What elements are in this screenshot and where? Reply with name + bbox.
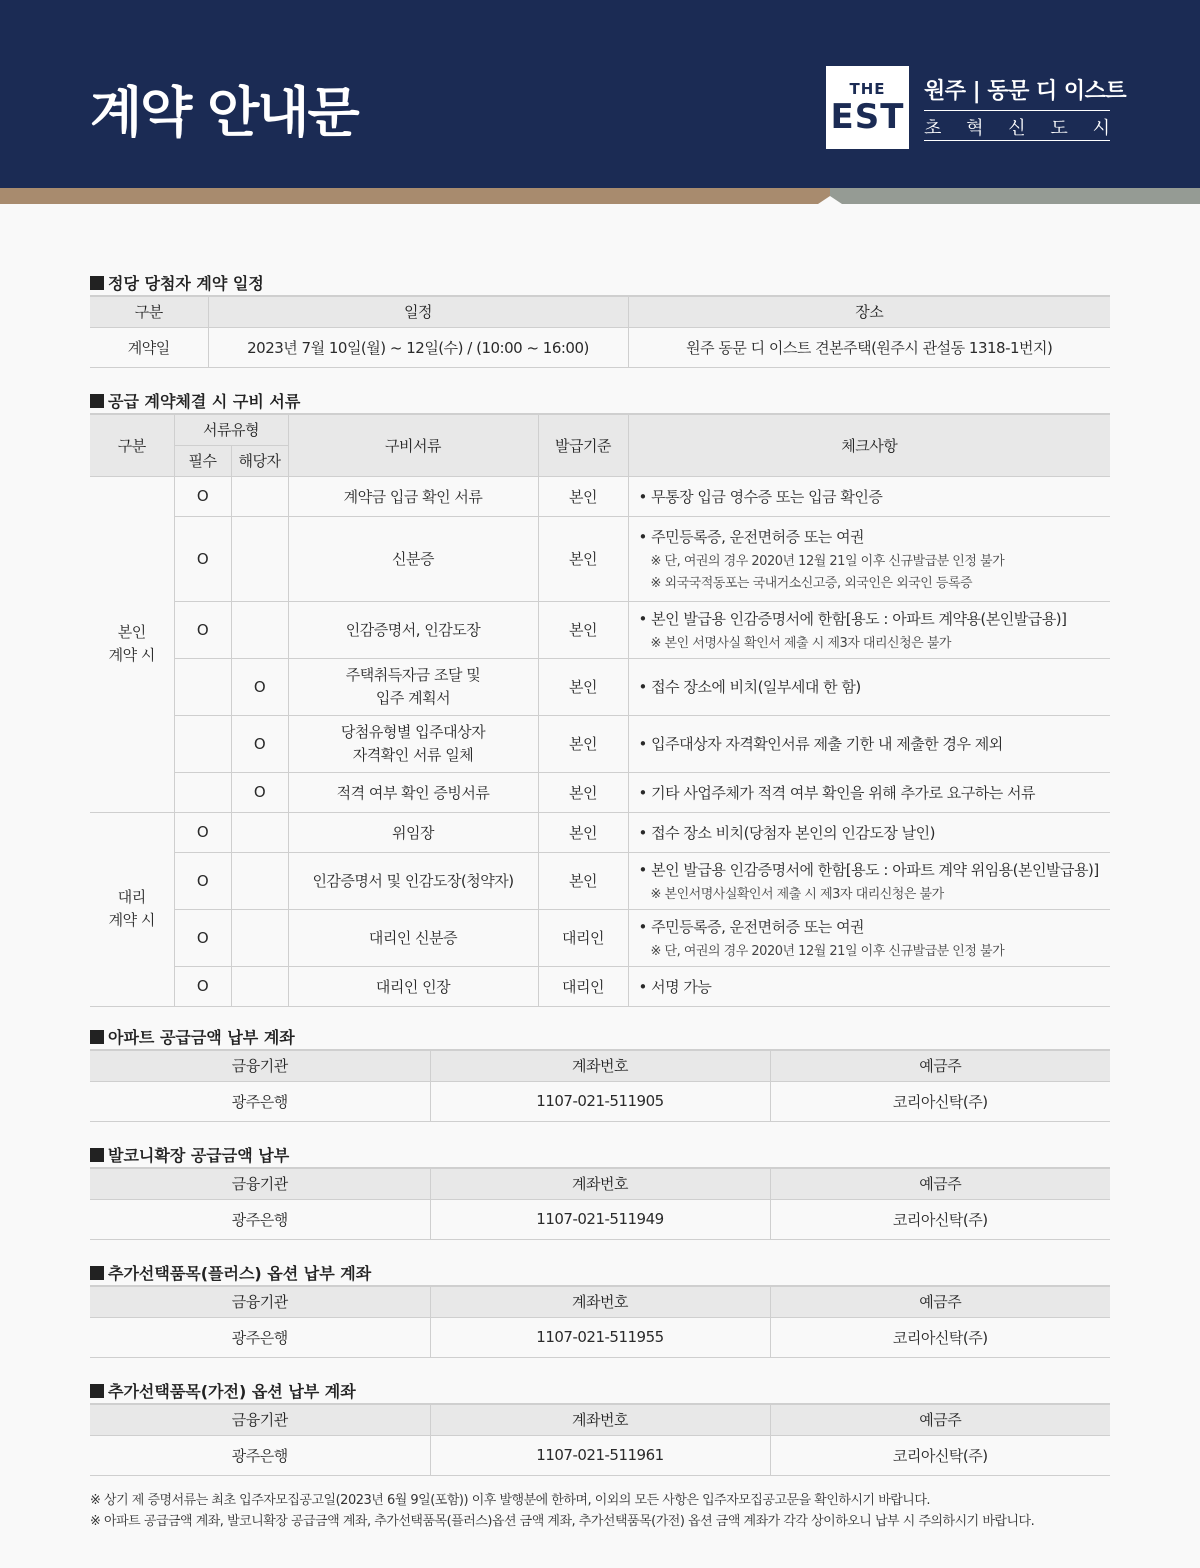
document-line: 주택취득자금 조달 및 xyxy=(345,665,481,684)
account-table xyxy=(90,1285,1110,1358)
table-row xyxy=(90,1317,1110,1357)
applicable-cell: O xyxy=(231,658,288,715)
check-cell xyxy=(628,909,1110,966)
table-row xyxy=(90,658,1110,715)
required-cell xyxy=(174,715,231,772)
account-section-title xyxy=(90,1261,371,1284)
applicable-cell: O xyxy=(231,772,288,812)
brand-subtitle xyxy=(924,114,1110,140)
schedule-section-title xyxy=(90,271,264,294)
check-text: • 주민등록증, 운전면허증 또는 여권 xyxy=(638,918,865,936)
document-cell: 계약금 입금 확인 서류 xyxy=(288,476,538,516)
footer-note: ※ 상기 제 증명서류는 최초 입주자모집공고일(2023년 6월 9일(포함)) 이후 발행분에 한하며, 이외의 모든 사항은 입주자모집공고문을 확인하시기 바랍니다. xyxy=(90,1493,931,1508)
header-cell-category: 구분 xyxy=(90,414,174,476)
header-cell: 금융기관 xyxy=(90,1404,430,1435)
required-cell: O xyxy=(174,812,231,852)
account-section-title xyxy=(90,1025,295,1048)
check-note: ※ 본인서명사실확인서 제출 시 제3자 대리신청은 불가 xyxy=(650,887,944,902)
header-cell-documents: 구비서류 xyxy=(288,414,538,476)
header-stripe-grey xyxy=(830,188,1200,204)
issuer-cell: 본인 xyxy=(538,852,628,909)
section-title-text: 아파트 공급금액 납부 계좌 xyxy=(108,1028,295,1047)
group-label-line: 대리 xyxy=(117,888,146,906)
logo-est-text: EST xyxy=(830,97,905,137)
table-row xyxy=(90,1435,1110,1475)
group-cell-agent xyxy=(90,812,174,1006)
table-cell: 계약일 xyxy=(90,327,208,367)
document-line: 당첨유형별 입주대상자 xyxy=(340,722,486,741)
table-header-row xyxy=(90,1168,1110,1199)
required-cell xyxy=(174,658,231,715)
header-stripe-notch xyxy=(818,196,842,204)
table-row xyxy=(90,327,1110,367)
check-text: • 기타 사업주체가 적격 여부 확인을 위해 추가로 요구하는 서류 xyxy=(638,783,1036,802)
table-row xyxy=(90,516,1110,601)
required-cell: O xyxy=(174,476,231,516)
group-cell-self xyxy=(90,476,174,812)
table-row xyxy=(90,476,1110,516)
document-cell: 신분증 xyxy=(288,516,538,601)
account-number-cell: 1107-021-511955 xyxy=(430,1317,770,1357)
header-cell: 예금주 xyxy=(770,1050,1110,1081)
document-line: 입주 계획서 xyxy=(375,688,451,707)
bank-cell: 광주은행 xyxy=(90,1199,430,1239)
header-cell-checklist: 체크사항 xyxy=(628,414,1110,476)
section-title-text: 발코니확장 공급금액 납부 xyxy=(108,1146,290,1165)
account-number-cell: 1107-021-511905 xyxy=(430,1081,770,1121)
table-row xyxy=(90,772,1110,812)
header-cell-issuer: 발급기준 xyxy=(538,414,628,476)
header-cell: 계좌번호 xyxy=(430,1168,770,1199)
table-row xyxy=(90,1081,1110,1121)
header-cell: 장소 xyxy=(628,296,1110,327)
header-cell: 금융기관 xyxy=(90,1168,430,1199)
header-cell-doc-type: 서류유형 xyxy=(174,414,288,445)
required-cell: O xyxy=(174,601,231,658)
account-holder-cell: 코리아신탁(주) xyxy=(770,1199,1110,1239)
square-bullet-icon xyxy=(90,1384,104,1398)
required-cell: O xyxy=(174,516,231,601)
page-title: 계약 안내문 xyxy=(90,81,358,144)
section-title-text: 추가선택품목(가전) 옵션 납부 계좌 xyxy=(108,1382,356,1401)
check-text: • 입주대상자 자격확인서류 제출 기한 내 제출한 경우 제외 xyxy=(638,735,1003,753)
brand-sub-char: 혁 xyxy=(966,118,984,139)
square-bullet-icon xyxy=(90,1030,104,1044)
document-cell xyxy=(288,715,538,772)
header-cell-applicable: 해당자 xyxy=(231,445,288,476)
table-header-row xyxy=(90,1286,1110,1317)
table-row xyxy=(90,715,1110,772)
document-cell: 위임장 xyxy=(288,812,538,852)
header-cell: 일정 xyxy=(208,296,628,327)
footer-notes xyxy=(90,1490,1130,1532)
account-holder-cell: 코리아신탁(주) xyxy=(770,1317,1110,1357)
table-row xyxy=(90,909,1110,966)
required-cell: O xyxy=(174,852,231,909)
table-header-row xyxy=(90,1404,1110,1435)
check-cell xyxy=(628,601,1110,658)
table-row xyxy=(90,601,1110,658)
brand-divider-bottom xyxy=(924,140,1110,141)
header-cell: 금융기관 xyxy=(90,1050,430,1081)
check-text: • 접수 장소 비치(당첨자 본인의 인감도장 날인) xyxy=(638,823,935,842)
documents-section-title xyxy=(90,389,300,412)
group-label-line: 본인 xyxy=(117,623,146,641)
applicable-cell xyxy=(231,516,288,601)
header-cell: 예금주 xyxy=(770,1286,1110,1317)
check-text: • 접수 장소에 비치(일부세대 한 함) xyxy=(638,678,861,696)
check-cell xyxy=(628,812,1110,852)
header-cell: 예금주 xyxy=(770,1168,1110,1199)
brand-sub-char: 신 xyxy=(1008,118,1026,139)
applicable-cell xyxy=(231,966,288,1006)
check-text: • 본인 발급용 인감증명서에 한함[용도 : 아파트 계약 위임용(본인발급용)] xyxy=(638,861,1099,879)
document-cell xyxy=(288,658,538,715)
applicable-cell xyxy=(231,909,288,966)
brand-divider xyxy=(924,110,1110,111)
issuer-cell: 본인 xyxy=(538,601,628,658)
section-title-text: 공급 계약체결 시 구비 서류 xyxy=(108,392,301,411)
brand-sub-char: 도 xyxy=(1050,118,1068,139)
section-title-text: 추가선택품목(플러스) 옵션 납부 계좌 xyxy=(108,1264,372,1283)
documents-table xyxy=(90,413,1110,1007)
table-header-row xyxy=(90,296,1110,327)
account-section-title xyxy=(90,1379,356,1402)
check-note: ※ 단, 여권의 경우 2020년 12월 21일 이후 신규발급분 인정 불가 xyxy=(650,554,1005,569)
bank-cell: 광주은행 xyxy=(90,1317,430,1357)
logo-the-text: THE xyxy=(849,80,886,98)
header-cell-required: 필수 xyxy=(174,445,231,476)
table-cell: 2023년 7월 10일(월) ~ 12일(수) / (10:00 ~ 16:00) xyxy=(208,327,628,367)
issuer-cell: 대리인 xyxy=(538,909,628,966)
check-cell xyxy=(628,715,1110,772)
account-holder-cell: 코리아신탁(주) xyxy=(770,1435,1110,1475)
table-row xyxy=(90,1199,1110,1239)
account-table xyxy=(90,1403,1110,1476)
check-note: ※ 외국국적동포는 국내거소신고증, 외국인은 외국인 등록증 xyxy=(650,576,973,591)
square-bullet-icon xyxy=(90,1148,104,1162)
footer-note: ※ 아파트 공급금액 계좌, 발코니확장 공급금액 계좌, 추가선택품목(플러스)옵션 금액 계좌, 추가선택품목(가전) 옵션 금액 계좌가 각각 상이하오니 납부 시 주의하시기 바랍니다. xyxy=(90,1514,1035,1529)
header-cell: 금융기관 xyxy=(90,1286,430,1317)
account-table xyxy=(90,1167,1110,1240)
account-section-title xyxy=(90,1143,289,1166)
table-row xyxy=(90,966,1110,1006)
header-stripe-gold xyxy=(0,188,830,204)
section-title-text: 정당 당첨자 계약 일정 xyxy=(108,274,264,293)
group-label-line: 계약 시 xyxy=(108,911,155,929)
the-est-logo xyxy=(826,66,909,149)
page-header xyxy=(0,0,1200,188)
check-cell xyxy=(628,658,1110,715)
document-cell: 적격 여부 확인 증빙서류 xyxy=(288,772,538,812)
square-bullet-icon xyxy=(90,394,104,408)
issuer-cell: 본인 xyxy=(538,476,628,516)
check-text: • 무통장 입금 영수증 또는 입금 확인증 xyxy=(638,487,883,506)
required-cell: O xyxy=(174,966,231,1006)
table-header-row xyxy=(90,414,1110,445)
required-cell: O xyxy=(174,909,231,966)
issuer-cell: 본인 xyxy=(538,772,628,812)
check-cell xyxy=(628,516,1110,601)
header-cell: 예금주 xyxy=(770,1404,1110,1435)
applicable-cell xyxy=(231,601,288,658)
table-cell: 원주 동문 디 이스트 견본주택(원주시 관설동 1318-1번지) xyxy=(628,327,1110,367)
bank-cell: 광주은행 xyxy=(90,1081,430,1121)
issuer-cell: 본인 xyxy=(538,658,628,715)
header-cell: 계좌번호 xyxy=(430,1286,770,1317)
check-note: ※ 단, 여권의 경우 2020년 12월 21일 이후 신규발급분 인정 불가 xyxy=(650,944,1005,959)
header-cell: 계좌번호 xyxy=(430,1050,770,1081)
account-number-cell: 1107-021-511961 xyxy=(430,1435,770,1475)
table-row xyxy=(90,852,1110,909)
group-label-line: 계약 시 xyxy=(108,646,155,664)
issuer-cell: 본인 xyxy=(538,516,628,601)
brand-name: 원주 | 동문 디 이스트 xyxy=(924,79,1127,104)
square-bullet-icon xyxy=(90,1266,104,1280)
document-cell: 인감증명서 및 인감도장(청약자) xyxy=(288,852,538,909)
check-cell xyxy=(628,476,1110,516)
brand-sub-char: 시 xyxy=(1092,118,1110,139)
issuer-cell: 본인 xyxy=(538,715,628,772)
document-cell: 대리인 신분증 xyxy=(288,909,538,966)
issuer-cell: 본인 xyxy=(538,812,628,852)
table-header-row xyxy=(90,1050,1110,1081)
check-text: • 서명 가능 xyxy=(638,977,712,996)
document-line: 자격확인 서류 일체 xyxy=(352,745,474,764)
account-number-cell: 1107-021-511949 xyxy=(430,1199,770,1239)
square-bullet-icon xyxy=(90,276,104,290)
applicable-cell xyxy=(231,476,288,516)
document-cell: 대리인 인장 xyxy=(288,966,538,1006)
check-text: • 본인 발급용 인감증명서에 한함[용도 : 아파트 계약용(본인발급용)] xyxy=(638,610,1067,628)
account-table xyxy=(90,1049,1110,1122)
applicable-cell: O xyxy=(231,715,288,772)
check-text: • 주민등록증, 운전면허증 또는 여권 xyxy=(638,528,865,546)
issuer-cell: 대리인 xyxy=(538,966,628,1006)
bank-cell: 광주은행 xyxy=(90,1435,430,1475)
document-cell: 인감증명서, 인감도장 xyxy=(288,601,538,658)
table-row xyxy=(90,812,1110,852)
brand-sub-char: 초 xyxy=(924,118,942,139)
schedule-table xyxy=(90,295,1110,368)
check-note: ※ 본인 서명사실 확인서 제출 시 제3자 대리신청은 불가 xyxy=(650,636,951,651)
check-cell xyxy=(628,966,1110,1006)
required-cell xyxy=(174,772,231,812)
check-cell xyxy=(628,852,1110,909)
check-cell xyxy=(628,772,1110,812)
account-holder-cell: 코리아신탁(주) xyxy=(770,1081,1110,1121)
header-cell: 구분 xyxy=(90,296,208,327)
header-cell: 계좌번호 xyxy=(430,1404,770,1435)
applicable-cell xyxy=(231,852,288,909)
applicable-cell xyxy=(231,812,288,852)
